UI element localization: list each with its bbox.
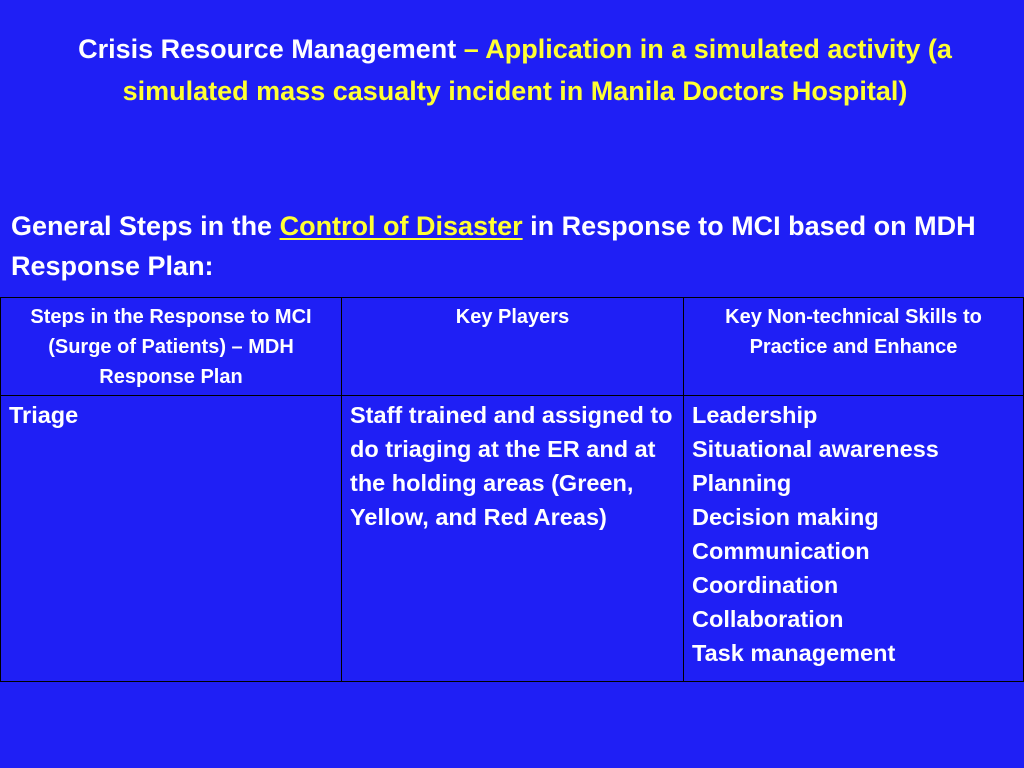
skill-item: Situational awareness	[692, 436, 939, 462]
header-steps: Steps in the Response to MCI (Surge of Patients) – MDH Response Plan	[1, 298, 342, 396]
header-skills: Key Non-technical Skills to Practice and Enhance	[684, 298, 1024, 396]
table-row	[1, 396, 1024, 682]
title-dash: –	[456, 34, 486, 64]
skill-item: Coordination	[692, 572, 839, 598]
skill-item: Collaboration	[692, 606, 844, 632]
section-heading-before: General Steps in the	[11, 211, 280, 241]
skill-item: Task management	[692, 640, 896, 666]
section-heading-after: in Response to MCI based on MDH Response Plan:	[11, 211, 976, 281]
response-steps-table	[0, 297, 1024, 682]
title-part-main: Crisis Resource Management	[78, 34, 457, 64]
skill-item: Communication	[692, 538, 870, 564]
cell-key-players: Staff trained and assigned to do triaging at the ER and at the holding areas (Green, Yellow, and Red Areas)	[342, 396, 684, 682]
control-of-disaster-link[interactable]: Control of Disaster	[279, 211, 523, 241]
title-part-subtitle: Application in a simulated activity (a simulated mass casualty incident in Manila Doctors Hospital)	[122, 34, 952, 106]
table-header-row	[1, 298, 1024, 396]
section-heading	[11, 206, 1011, 286]
cell-skills	[684, 396, 1024, 682]
skill-item: Decision making	[692, 504, 879, 530]
skill-item: Planning	[692, 470, 792, 496]
skill-item: Leadership	[692, 402, 818, 428]
slide-title	[20, 28, 1010, 112]
header-key-players: Key Players	[342, 298, 684, 396]
cell-step-triage: Triage	[1, 396, 342, 682]
